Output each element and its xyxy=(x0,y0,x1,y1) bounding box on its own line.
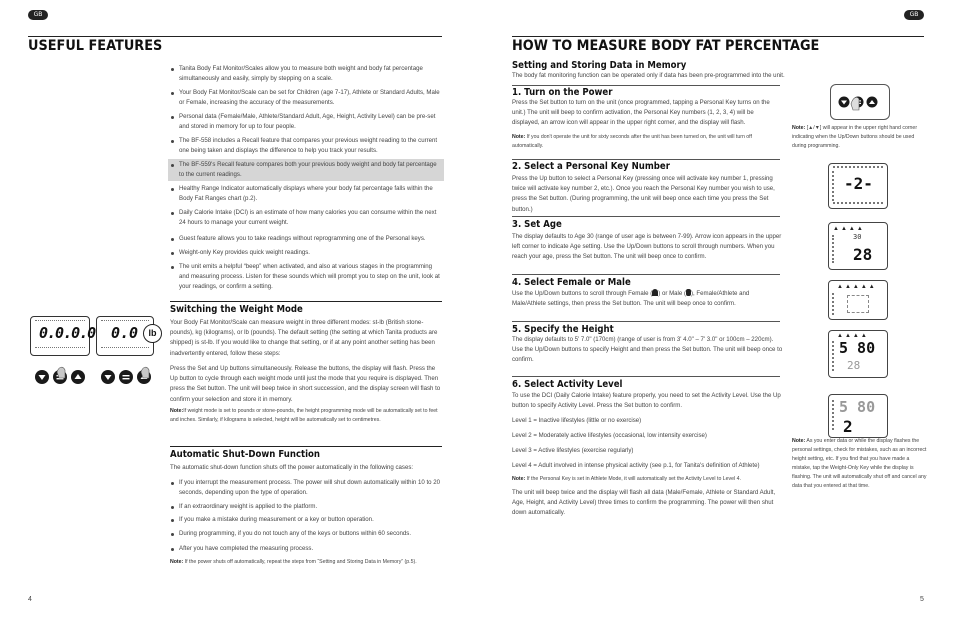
page-number-left: 4 xyxy=(28,596,32,603)
step-3-text: The display defaults to Age 30 (range of user age is between 7-99). Arrow icon appears in the upper left corner to indicate Age setting. Use the Up/Down buttons to scroll through numbers. When you reach your age, press the Set button. The unit will beep once to confirm. xyxy=(512,233,782,261)
set-button-icon xyxy=(119,370,133,384)
key-markers: ▲▲▲▲ xyxy=(837,333,869,339)
lcd-display-step-2 xyxy=(828,163,888,209)
step-rule xyxy=(512,216,780,217)
section-heading-weight-mode: Switching the Weight Mode xyxy=(170,304,303,315)
weight-mode-note xyxy=(170,407,442,425)
note-label: Note: xyxy=(792,438,806,444)
step-rule xyxy=(512,159,780,160)
shutdown-note xyxy=(170,558,442,567)
feature-bullet-highlighted: The BF-559's Recall feature compares both your previous body weight and body fat percentage to the current readings. xyxy=(179,160,441,180)
page-number-right: 5 xyxy=(920,596,924,603)
language-badge-left: GB xyxy=(28,10,48,20)
note-label: Note: xyxy=(512,134,526,140)
step-4-text-c: ), Female/Athlete and Male/Athlete settings, then press the Set button. The unit will beep once to confirm. xyxy=(512,290,750,308)
feature-bullet: Weight-only Key provides quick weight readings. xyxy=(179,248,441,258)
step-4-text-b: ) or Male ( xyxy=(658,290,686,297)
section-rule xyxy=(170,301,442,302)
note-text: If you don't operate the unit for sixty seconds after the unit has been turned on, the unit will turn off automatically. xyxy=(512,134,752,149)
key-markers: ▲▲▲▲ xyxy=(833,226,865,232)
activity-level-1: Level 1 = Inactive lifestyles (little or no exercise) xyxy=(512,417,642,424)
note-text: If weight mode is set to pounds or stone-pounds, the height programming mode will be automatically set to feet and inches. Similarly, if kilograms is selected, height will be automatically set to centimetres. xyxy=(170,408,438,423)
activity-level-3: Level 3 = Active lifestyles (exercise regularly) xyxy=(512,447,634,454)
down-button-icon xyxy=(839,97,850,108)
shutdown-item: After you have completed the measuring process. xyxy=(179,544,441,554)
set-button-pressed-icon xyxy=(53,367,67,384)
feature-bullet: Your Body Fat Monitor/Scale can be set for Children (age 7-17), Athlete or Standard Adults, Male or Female, increasing the accuracy of the measurements. xyxy=(179,88,441,108)
weight-mode-steps: Press the Set and Up buttons simultaneously. Release the buttons, the display will flash. Press the Up button to cycle through each weight mode until just the mode that you require is displayed. Then press the Set button. The unit will beep twice in short succession, and the display screen will flash to confirm your selection and store it in memory. xyxy=(170,365,441,403)
lcd-age-small: 30 xyxy=(853,233,862,241)
note-label: Note: xyxy=(170,559,184,565)
lcd-display-step-6 xyxy=(828,394,888,438)
note-text: As you enter data or while the display flashes the personal settings, check for mistakes, such as an incorrect height setting, etc. If you find that you have made a mistake, tap the Weight-Only Key while the display is flashing. The unit will automatically shut off and cancel any data that you entered at that time. xyxy=(792,438,927,489)
feature-bullet: The BF-558 includes a Recall feature that compares your previous weight reading to the current one being taken and displays the difference to help you track your results. xyxy=(179,136,441,156)
shutdown-item: If an extraordinary weight is applied to the platform. xyxy=(179,502,441,512)
shutdown-item: During programming, if you do not touch any of the keys or buttons within 60 seconds. xyxy=(179,529,441,539)
shutdown-item: If you make a mistake during measurement or a key or button operation. xyxy=(179,515,441,525)
lcd-readout: 5 80 xyxy=(839,398,876,416)
lcd-readout-lb: 0.0 xyxy=(111,324,139,342)
key-markers: ▲▲▲▲▲ xyxy=(837,284,877,290)
lcd-display-step-3 xyxy=(828,222,888,270)
lcd-readout: 28 xyxy=(853,245,873,264)
step-rule xyxy=(512,321,780,322)
step-4-text xyxy=(512,289,784,309)
finger-icon xyxy=(851,97,859,110)
subtitle: Setting and Storing Data in Memory xyxy=(512,60,687,71)
step-1-heading: 1. Turn on the Power xyxy=(512,87,613,98)
note-label: Note: xyxy=(170,408,184,414)
lcd-sub-readout: 28 xyxy=(847,359,861,372)
step-3-heading: 3. Set Age xyxy=(512,219,562,230)
step-6-note xyxy=(512,475,784,484)
down-button-icon xyxy=(35,370,49,384)
step-1-text: Press the Set button to turn on the unit (once programmed, tapping a Personal Key turns on the unit.) The unit will beep to confirm activation, the Personal Key numbers (1, 2, 3, 4) will be displayed, an arrow icon will appear in the upper right corner, and the display will flash. xyxy=(512,99,770,127)
lcd-readout: 5 80 xyxy=(839,339,876,357)
down-button-icon xyxy=(101,370,115,384)
side-note-arrows xyxy=(792,124,928,151)
title-rule-right xyxy=(512,36,924,37)
step-rule xyxy=(512,376,780,377)
lcd-display-step-4 xyxy=(828,280,888,320)
button-row-illustrations xyxy=(32,366,172,390)
shutdown-item: If you interrupt the measurement process. The power will shut down automatically within 10 to 20 seconds, depending upon the type of operation. xyxy=(179,478,441,498)
title-rule-left xyxy=(28,36,442,37)
lcd-display-step-5 xyxy=(828,330,888,378)
note-label: Note: xyxy=(512,476,526,482)
step-1-note xyxy=(512,133,776,151)
weight-mode-paragraph: Your Body Fat Monitor/Scale can measure weight in three different modes: st-lb (British stone-pounds), kg (kilograms), or lb (pounds). The default setting (the setting at which Tanita products are shipped) is st-lb. If you would like to change that setting, or if at any point another setting has been inadvertently entered, follow these steps: xyxy=(170,319,438,357)
step-6-text: To use the DCI (Daily Calorie Intake) feature properly, you need to set the Activity Level. Use the Up button to specify Activity Level. Press the Set button to confirm. xyxy=(512,392,781,410)
section-rule xyxy=(170,446,442,447)
step-5-heading: 5. Specify the Height xyxy=(512,324,614,335)
step-2-heading: 2. Select a Personal Key Number xyxy=(512,161,670,172)
activity-level-2: Level 2 = Moderately active lifestyles (occasional, low intensity exercise) xyxy=(512,432,707,439)
section-heading-shutdown: Automatic Shut-Down Function xyxy=(170,449,321,460)
step-rule xyxy=(512,274,780,275)
page-title-left: USEFUL FEATURES xyxy=(28,38,163,54)
feature-bullet: Guest feature allows you to take readings without reprogramming one of the Personal keys. xyxy=(179,234,441,244)
side-note-mistakes xyxy=(792,437,928,491)
note-text: [▲/▼] will appear in the upper right hand corner indicating when the Up/Down buttons should be used during programming. xyxy=(792,125,918,149)
step-2-text: Press the Up button to select a Personal Key (pressing once will activate key number 1, pressing twice will activate key number 2, etc.). Once you reach the Personal Key number you wish to use, press the Set button. (During programming, the unit will beep once each time you press the Set button.) xyxy=(512,175,775,213)
step-6-closing: The unit will beep twice and the display will flash all data (Male/Female, Athlete or Standard Adult, Age, Height, and Activity Level) three times to confirm the programming. The power will then shut down automatically. xyxy=(512,489,776,517)
up-button-icon xyxy=(867,97,878,108)
subtitle-text: The body fat monitoring function can be operated only if data has been pre-programmed into the unit. xyxy=(512,72,785,79)
activity-level-4: Level 4 = Adult involved in intense physical activity (see p.1, for Tanita's definition of Athlete) xyxy=(512,462,760,469)
shutdown-intro: The automatic shut-down function shuts off the power automatically in the following cases: xyxy=(170,464,414,471)
feature-bullet: The unit emits a helpful “beep” when activated, and also at various stages in the programming and measuring process. Listen for these sounds which will prompt you to step on the unit, look at your readings, or confirm a setting. xyxy=(179,262,441,293)
feature-bullet: Personal data (Female/Male, Athlete/Standard Adult, Age, Height, Activity Level) can be pre-set and stored in memory for up to four people. xyxy=(179,112,441,132)
language-badge-right: GB xyxy=(904,10,924,20)
note-text: If the power shuts off automatically, repeat the steps from “Setting and Storing Data in Memory” (p.5). xyxy=(184,559,417,565)
step-4-text-a: Use the Up/Down buttons to scroll through Female ( xyxy=(512,290,653,297)
lcd-sub-readout: 2 xyxy=(843,417,853,436)
up-button-pressed-icon xyxy=(137,367,151,384)
page-title-right: HOW TO MEASURE BODY FAT PERCENTAGE xyxy=(512,38,820,54)
up-button-icon xyxy=(71,370,85,384)
lcd-readout-stlb: 0.0.0.0 xyxy=(39,324,96,342)
feature-bullet: Healthy Range Indicator automatically displays where your body fat percentage falls within the Body Fat Ranges chart (p.2). xyxy=(179,184,441,204)
step-6-heading: 6. Select Activity Level xyxy=(512,379,623,390)
feature-bullet: Tanita Body Fat Monitor/Scales allow you to measure both weight and body fat percentage simultaneously and easily, simply by stepping on a scale. xyxy=(179,64,441,84)
lcd-display xyxy=(30,316,96,356)
button-row-illustration xyxy=(836,92,886,112)
feature-bullet: Daily Calorie Intake (DCI) is an estimate of how many calories you can consume within the next 24 hours to manage your current weight. xyxy=(179,208,441,228)
step-4-heading: 4. Select Female or Male xyxy=(512,277,631,288)
step-rule xyxy=(512,85,780,86)
note-label: Note: xyxy=(792,125,806,131)
step-5-text: The display defaults to 5' 7.0" (170cm) (range of user is from 3' 4.0" – 7' 3.0" or 100cm – 220cm). Use the Up/Down buttons to specify Height and then press the Set button. The unit will beep once to confirm. xyxy=(512,336,783,364)
lb-unit-callout: lb xyxy=(143,324,162,343)
lcd-readout: -2- xyxy=(844,174,873,193)
note-text: If the Personal Key is set in Athlete Mode, it will automatically set the Activity Level to Level 4. xyxy=(526,476,741,482)
